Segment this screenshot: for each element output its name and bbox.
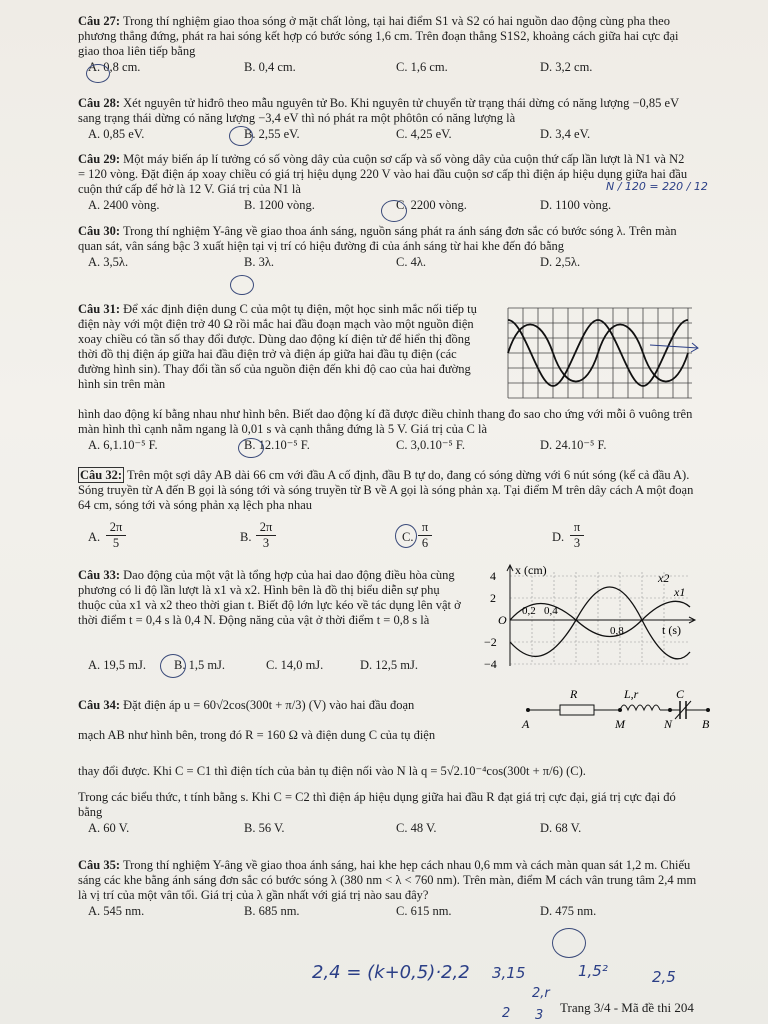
question-27 (78, 14, 698, 76)
q34-option-b[interactable]: B. 56 V. (244, 821, 285, 835)
q31-answer-circle (238, 438, 264, 458)
circuit-label-b: B (702, 717, 710, 731)
q28-answer-circle (229, 126, 253, 146)
q33-origin: O (498, 613, 507, 627)
q33-ytick-neg2: −2 (484, 635, 497, 649)
handwritten-value-3: 2,5 (652, 968, 676, 986)
q27-option-a[interactable]: A. 0,8 cm. (88, 60, 141, 74)
q30-option-d[interactable]: D. 2,5λ. (540, 255, 581, 269)
q34-option-a[interactable]: A. 60 V. (88, 821, 130, 835)
q33-graph (480, 562, 705, 670)
q32-answer-circle (395, 524, 417, 548)
q33-grid (510, 572, 690, 664)
q27-option-b[interactable]: B. 0,4 cm. (244, 60, 296, 74)
question-31 (78, 302, 488, 392)
node-m (618, 708, 622, 712)
question-33-number: Câu 33: (78, 568, 121, 582)
q29-option-c[interactable]: C. 2200 vòng. (396, 198, 467, 212)
q33-option-a[interactable]: A. 19,5 mJ. (88, 658, 146, 672)
question-30-number: Câu 30: (78, 224, 121, 238)
q31-option-c[interactable]: C. 3,0.10⁻⁵ F. (396, 438, 465, 452)
q33-options (88, 658, 488, 674)
q31-option-a[interactable]: A. 6,1.10⁻⁵ F. (88, 438, 158, 452)
q30-option-c[interactable]: C. 4λ. (396, 255, 427, 269)
q33-xtick-02: 0,2 (522, 605, 536, 617)
circuit-label-m: M (615, 717, 625, 731)
q34-option-d[interactable]: D. 68 V. (540, 821, 582, 835)
page-footer: Trang 3/4 - Mã đề thi 204 (560, 1000, 694, 1015)
oscilloscope-figure (500, 300, 700, 400)
q33-answer-circle (160, 654, 186, 678)
question-34-text-4: Trong các biểu thức, t tính bằng s. Khi C = C2 thì điện áp hiệu dụng giữa hai đầu R đạt giá trị cực đại, giá trị cực đại đó bằng (78, 790, 676, 819)
question-31-number: Câu 31: (78, 302, 121, 316)
question-30-text: Trong thí nghiệm Y-âng về giao thoa ánh sáng, nguồn sáng phát ra ánh sáng đơn sắc có bước sóng λ. Trên màn quan sát, vân sáng bậc 3 xuất hiện tại vị trí có hiệu đường đi của ánh sáng từ hai khe đến đó bằng (78, 224, 677, 253)
question-32 (78, 468, 698, 513)
question-29-text: Một máy biến áp lí tưởng có số vòng dây của cuộn sơ cấp và số vòng dây của cuộn thứ cấp lần lượt là N1 và N2 = 120 vòng. Đặt điện áp xoay chiều có giá trị hiệu dụng 220 V vào hai đầu cuộn sơ cấp thì điện áp hiệu dụng giữa hai đầu cuộn thứ cấp để hở là 12 V. Giá trị của N1 là (78, 152, 688, 196)
q32-option-c[interactable]: C. (402, 530, 414, 544)
question-31-text-2: hình dao động kí bằng nhau như hình bên. Biết dao động kí đã được điều chỉnh thang đo sao cho ứng với mỗi ô vuông trên màn hình thì cạnh nằm ngang là 0,01 s và cạnh thẳng đứng là 5 V. Giá trị của C là (78, 407, 693, 436)
question-32-text: Trên một sợi dây AB dài 66 cm với đầu A cố định, đầu B tự do, đang có sóng dừng với 6 nút sóng (kể cả đầu A). Sóng truyền từ A đến B gọi là sóng tới và sóng truyền từ B về A gọi là sóng phản xạ. Tại điểm M trên dây cách A một đoạn 64 cm, sóng tới và sóng phản xạ lệch pha nhau (78, 468, 694, 512)
node-n (668, 708, 672, 712)
q33-ytick-2: 2 (490, 591, 496, 605)
q30-option-b[interactable]: B. 3λ. (244, 255, 275, 269)
q33-xtick-08: 0,8 (610, 625, 624, 637)
handwritten-calculation: 2,4 = (k+0,5)·2,2 (312, 962, 470, 983)
q31-option-b[interactable]: B. 12.10⁻⁵ F. (244, 438, 310, 452)
q32-c-denominator: 6 (421, 536, 429, 550)
circuit-diagram (520, 686, 715, 736)
q27-option-c[interactable]: C. 1,6 cm. (396, 60, 448, 74)
q32-d-fraction (570, 520, 584, 551)
q28-option-d[interactable]: D. 3,4 eV. (540, 127, 591, 141)
inductor-l (620, 705, 660, 710)
q27-option-d[interactable]: D. 3,2 cm. (540, 60, 593, 74)
q29-answer-circle (381, 200, 407, 222)
question-34-line-1 (78, 698, 518, 713)
q32-b-fraction (256, 520, 276, 551)
q35-option-c[interactable]: C. 615 nm. (396, 904, 452, 918)
question-31-continued (78, 407, 698, 454)
handwritten-ratio: N / 120 = 220 / 12 (606, 180, 708, 193)
question-31-text-1: Để xác định điện dung C của một tụ điện, một học sinh mắc nối tiếp tụ điện này với một điện trở 40 Ω rồi mắc hai đầu đoạn mạch vào một nguồn điện xoay chiều có tần số thay đổi được. Dùng dao động kí điện tử để hiển thị đồng thời đồ thị điện áp giữa hai đầu điện trở và điện áp giữa hai đầu tụ điện (các đường hình sin). Thay đổi tần số của nguồn điện đến khi độ cao của hai đường hình sin trên màn (78, 302, 477, 391)
q32-b-numerator: 2π (256, 520, 276, 536)
q29-option-b[interactable]: B. 1200 vòng. (244, 198, 315, 212)
q32-a-numerator: 2π (106, 520, 126, 536)
question-35-number: Câu 35: (78, 858, 121, 872)
q33-option-d[interactable]: D. 12,5 mJ. (360, 658, 418, 672)
q33-option-c[interactable]: C. 14,0 mJ. (266, 658, 324, 672)
q32-a-denominator: 5 (112, 536, 120, 550)
handwritten-value-4: 2,r (532, 986, 550, 1001)
q33-xtick-04: 0,4 (544, 605, 558, 617)
q32-c-fraction (418, 520, 432, 551)
handwritten-value-2: 1,5² (578, 962, 608, 980)
question-33 (78, 568, 468, 628)
question-29-number: Câu 29: (78, 152, 121, 166)
q31-option-d[interactable]: D. 24.10⁻⁵ F. (540, 438, 607, 452)
question-34-line-3 (78, 764, 698, 779)
question-34-text-2: mạch AB như hình bên, trong đó R = 160 Ω và điện dung C của tụ điện (78, 728, 436, 742)
q32-c-numerator: π (418, 520, 432, 536)
q32-option-d[interactable]: D. (552, 530, 565, 544)
q33-label-x1: x1 (674, 585, 686, 599)
q35-option-b[interactable]: B. 685 nm. (244, 904, 300, 918)
question-30 (78, 224, 698, 271)
circuit-label-lr: L,r (624, 687, 639, 701)
question-28-number: Câu 28: (78, 96, 121, 110)
q32-d-numerator: π (570, 520, 584, 536)
question-28 (78, 96, 698, 143)
q33-label-x2: x2 (658, 571, 670, 585)
question-34-text-1: Đặt điện áp u = 60√2cos(300t + π/3) (V) vào hai đầu đoạn (123, 698, 415, 712)
q29-option-a[interactable]: A. 2400 vòng. (88, 198, 160, 212)
q28-option-c[interactable]: C. 4,25 eV. (396, 127, 452, 141)
handwritten-value-6: 3 (535, 1008, 544, 1023)
q32-b-denominator: 3 (262, 536, 270, 550)
question-32-number: Câu 32: (80, 468, 123, 482)
q33-ytick-neg4: −4 (484, 657, 497, 670)
question-27-number: Câu 27: (78, 14, 121, 28)
q32-option-a[interactable]: A. (88, 530, 101, 544)
circuit-label-n: N (664, 717, 673, 731)
handwritten-value-1: 3,15 (492, 964, 526, 982)
circuit-label-a: A (522, 717, 530, 731)
question-35 (78, 858, 708, 920)
q32-d-denominator: 3 (573, 536, 581, 550)
q32-a-fraction (106, 520, 126, 551)
handwritten-value-5: 2 (502, 1006, 511, 1021)
resistor-r (560, 705, 594, 715)
question-34-line-2 (78, 728, 518, 743)
q32-option-b[interactable]: B. (240, 530, 252, 544)
q34-option-c[interactable]: C. 48 V. (396, 821, 437, 835)
q35-option-d[interactable]: D. 475 nm. (540, 904, 597, 918)
question-34-text-3: thay đổi được. Khi C = C1 thì điện tích của bản tụ điện nối vào N là q = 5√2.10⁻⁴cos(300t + π/6) (C). (78, 764, 586, 778)
q28-option-a[interactable]: A. 0,85 eV. (88, 127, 145, 141)
q30-option-a[interactable]: A. 3,5λ. (88, 255, 129, 269)
q33-ylabel: x (cm) (515, 563, 547, 577)
q27-answer-circle (86, 64, 110, 83)
q33-ytick-4: 4 (490, 569, 496, 583)
handwritten-arrow (650, 343, 698, 352)
q33-xlabel: t (s) (662, 623, 681, 637)
q28-option-b[interactable]: B. 2,55 eV. (244, 127, 300, 141)
node-a (526, 708, 530, 712)
q32-options (88, 518, 688, 558)
question-34-line-4 (78, 790, 698, 837)
question-33-text: Dao động của một vật là tổng hợp của hai dao động điều hòa cùng phương có li độ lần lượt là x1 và x2. Hình bên là đồ thị biểu diễn sự phụ thuộc của x1 và x2 theo thời gian t. Biết độ lớn lực kéo về tác dụng lên vật ở thời điểm t = 0,4 s là 0,4 N. Động năng của vật ở thời điểm t = 0,8 s là (78, 568, 461, 627)
question-27-text: Trong thí nghiệm giao thoa sóng ở mặt chất lỏng, tại hai điểm S1 và S2 có hai nguồn dao động cùng pha theo phương thẳng đứng, phát ra hai sóng kết hợp có bước sóng 1,6 cm. Trên đoạn thẳng S1S2, khoảng cách giữa hai cực đại giao thoa liên tiếp bằng (78, 14, 679, 58)
q35-option-a[interactable]: A. 545 nm. (88, 904, 145, 918)
node-b (706, 708, 710, 712)
question-28-text: Xét nguyên tử hiđrô theo mẫu nguyên tử Bo. Khi nguyên tử chuyển từ trạng thái dừng có năng lượng −0,85 eV sang trạng thái dừng có năng lượng −3,4 eV thì nó phát ra một phôtôn có năng lượng là (78, 96, 679, 125)
circuit-label-r: R (570, 687, 578, 701)
q35-answer-circle (552, 928, 586, 958)
circuit-label-c: C (676, 687, 685, 701)
question-34-number: Câu 34: (78, 698, 121, 712)
q29-option-d[interactable]: D. 1100 vòng. (540, 198, 612, 212)
q33-option-b[interactable]: B. 1,5 mJ. (174, 658, 226, 672)
question-35-text: Trong thí nghiệm Y-âng về giao thoa ánh sáng, hai khe hẹp cách nhau 0,6 mm và cách màn quan sát 1,2 m. Chiếu sáng các khe bằng ánh sáng đơn sắc có bước sóng λ (380 nm < λ < 760 nm). Trên màn, điểm M cách vân trung tâm 2,4 mm là vị trí của một vân tối. Giá trị của λ gần nhất với giá trị nào sau đây? (78, 858, 697, 902)
q30-answer-circle (230, 275, 254, 295)
